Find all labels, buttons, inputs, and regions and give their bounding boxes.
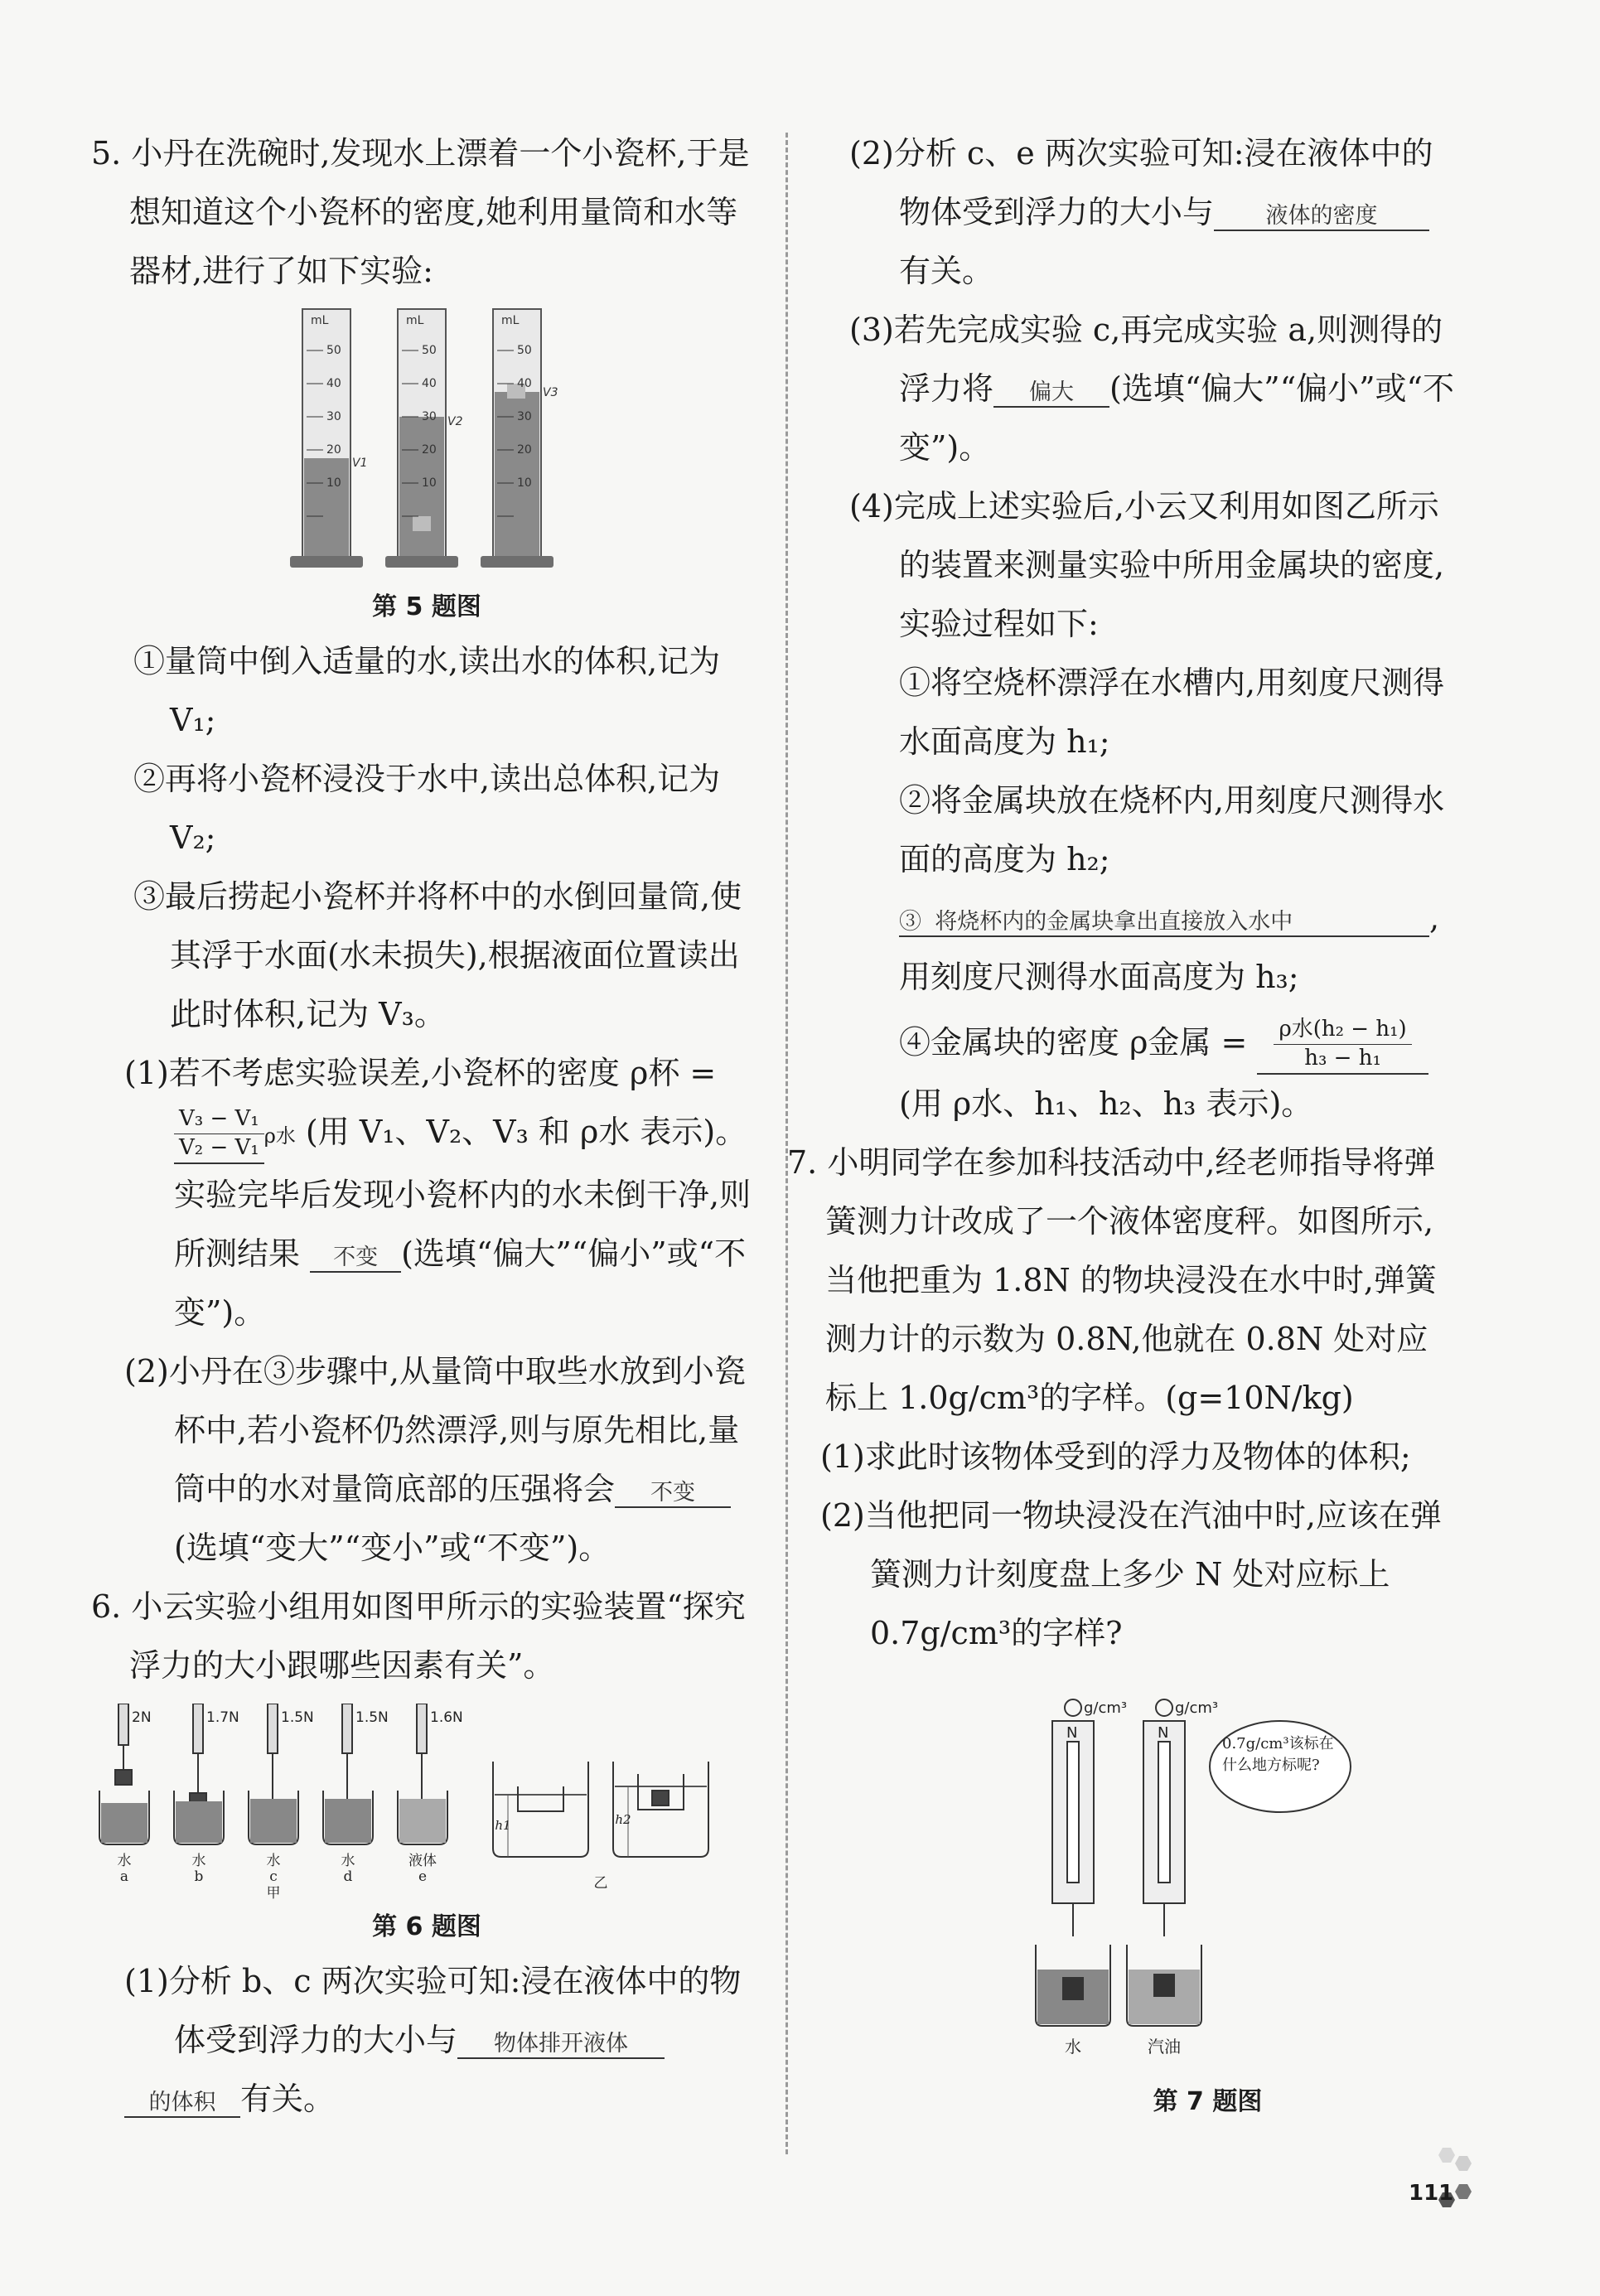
q5-step-3: ③最后捞起小瓷杯并将杯中的水倒回量筒,使其浮于水面(水未损失),根据液面位置读出此时体积,记为 V₃。 xyxy=(133,878,742,1032)
q6-part-4-step-1: ①将空烧杯漂浮在水槽内,用刻度尺测得水面高度为 h₁; xyxy=(899,665,1445,760)
q5-p1-answer-fraction xyxy=(174,1105,264,1164)
q6-p1-prefix: (1)分析 b、c 两次实验可知:浸在液体中的物体受到浮力的大小与 xyxy=(124,1963,742,2058)
q6-p4-s3-answer-text: 将烧杯内的金属块拿出直接放入水中 xyxy=(935,909,1293,935)
q5-p1-mid: (用 V₁、V₂、V₃ 和 ρ水 表示)。实验完毕后发现小瓷杯内的水未倒干净,则所测结果 xyxy=(174,1114,752,1272)
q6-part-4-step-3 xyxy=(816,889,1458,1007)
q6-intro: 6. 小云实验小组用如图甲所示的实验装置“探究浮力的大小跟哪些因素有关”。 xyxy=(91,1588,746,1684)
letter-d: d xyxy=(343,1868,353,1885)
fraction-numerator: ρ水(h₂ − h₁) xyxy=(1274,1016,1411,1045)
tick-label: 30 xyxy=(517,410,532,423)
tick-label: 30 xyxy=(422,410,437,423)
unit-label-1: mL xyxy=(311,314,329,327)
tick-label: 30 xyxy=(326,410,341,423)
q6-part-4-step-2: ②将金属块放在烧杯内,用刻度尺测得水面的高度为 h₂; xyxy=(899,782,1445,877)
scale-water xyxy=(1036,1699,1110,2026)
q7-part-1: (1)求此时该物体受到的浮力及物体的体积; xyxy=(820,1438,1411,1475)
q6-p2-suffix: 有关。 xyxy=(899,253,994,289)
page-number: 111 xyxy=(1409,2181,1454,2206)
liquid-b: 水 xyxy=(191,1853,206,1869)
tick-label: 20 xyxy=(517,443,532,457)
q6-p4-s3-answer xyxy=(899,909,1429,937)
n-label-2: N xyxy=(1158,1723,1169,1742)
q6-p4-s3-suffix: ,用刻度尺测得水面高度为 h₃; xyxy=(899,900,1440,995)
q5-step-2: ②再将小瓷杯浸没于水中,读出总体积,记为 V₂; xyxy=(133,761,721,856)
left-column xyxy=(91,124,762,2129)
letter-b: b xyxy=(194,1868,204,1885)
tick-label: 10 xyxy=(326,476,341,490)
q7-figure xyxy=(1023,1696,1355,2077)
setup-yi-2 xyxy=(613,1762,708,1857)
tick-label: 20 xyxy=(422,443,437,457)
setup-yi-1 xyxy=(493,1762,588,1857)
q7-part-2: (2)当他把同一物块浸没在汽油中时,应该在弹簧测力计刻度盘上多少 N 处对应标上 0.7g/cm³的字样? xyxy=(820,1496,1442,1651)
unit-label-3: mL xyxy=(501,314,520,327)
q5-figure-caption: 第 5 题图 xyxy=(372,592,481,621)
v3-label: V3 xyxy=(543,386,558,399)
q6-part-4-intro: (4)完成上述实验后,小云又利用如图乙所示的装置来测量实验中所用金属块的密度,实验过程如下: xyxy=(849,488,1445,642)
q6-p1-answer-b: 的体积 xyxy=(124,2090,240,2118)
q5-p1-answer-2: 不变 xyxy=(310,1245,401,1273)
scale-gasoline xyxy=(1127,1699,1201,2026)
q6-p4-s4-suffix: (用 ρ水、h₁、h₂、h₃ 表示)。 xyxy=(899,1085,1313,1122)
label-h2: h2 xyxy=(615,1812,631,1827)
q6-part-1 xyxy=(91,1952,762,2129)
v2-label: V2 xyxy=(447,415,463,428)
unit-label-2: g/cm³ xyxy=(1175,1699,1219,1717)
q6-part-3 xyxy=(816,301,1458,477)
tick-label: 10 xyxy=(422,476,437,490)
q6-p2-answer: 液体的密度 xyxy=(1214,203,1429,231)
right-column xyxy=(787,124,1458,2127)
liquid-e: 液体 xyxy=(408,1853,437,1869)
unit-label-2: mL xyxy=(406,314,424,327)
q5-intro: 5. 小丹在洗碗时,发现水上漂着一个小瓷杯,于是想知道这个小瓷杯的密度,她利用量筒和水等器材,进行了如下实验: xyxy=(91,135,750,289)
letter-e: e xyxy=(418,1868,428,1885)
q6-p1-answer-a: 物体排开液体 xyxy=(457,2031,665,2059)
tick-label: 10 xyxy=(517,476,532,490)
q6-part-4-step-4 xyxy=(816,1013,1458,1075)
liquid-water: 水 xyxy=(1065,2036,1081,2057)
reading-e: 1.6N xyxy=(430,1709,463,1726)
q6-p3-answer: 偏大 xyxy=(993,379,1109,408)
label-jia: 甲 xyxy=(266,1885,281,1902)
letter-c: c xyxy=(269,1868,278,1885)
q5-p2-suffix: (选填“变大”“变小”或“不变”)。 xyxy=(174,1530,611,1566)
label-h1: h1 xyxy=(495,1818,511,1833)
q6-p4-s4-prefix: ④金属块的密度 ρ金属 = xyxy=(899,1024,1248,1061)
reading-a: 2N xyxy=(132,1709,152,1726)
q6-p2-prefix: (2)分析 c、e 两次实验可知:浸在液体中的物体受到浮力的大小与 xyxy=(849,135,1433,230)
q6-p4-s3-label: ③ xyxy=(899,909,921,935)
q5-p1-suffix: (选填“偏大”“偏小”或“不变”)。 xyxy=(174,1235,747,1331)
q5-step-1: ①量筒中倒入适量的水,读出水的体积,记为 V₁; xyxy=(133,643,721,738)
q5-p2-answer: 不变 xyxy=(615,1480,731,1508)
tick-label: 50 xyxy=(326,344,341,357)
bubble-text: 0.7g/cm³该标在什么地方标呢? xyxy=(1222,1734,1334,1774)
letter-a: a xyxy=(119,1868,129,1885)
fraction-denominator: V₂ − V₁ xyxy=(179,1135,259,1160)
liquid-gasoline: 汽油 xyxy=(1148,2036,1181,2057)
fraction-denominator: h₃ − h₁ xyxy=(1304,1046,1381,1071)
q7-figure-caption: 第 7 题图 xyxy=(1153,2086,1263,2116)
unit-label-1: g/cm³ xyxy=(1084,1699,1128,1717)
tick-label: 20 xyxy=(326,443,341,457)
label-yi: 乙 xyxy=(593,1875,608,1892)
q5-figure xyxy=(290,301,563,582)
tick-label: 50 xyxy=(422,344,437,357)
q6-figure xyxy=(95,1704,758,1902)
q5-part-2 xyxy=(91,1342,762,1578)
q6-p3-suffix: (选填“偏大”“偏小”或“不变”)。 xyxy=(899,370,1454,466)
liquid-d: 水 xyxy=(341,1853,355,1869)
reading-d: 1.5N xyxy=(355,1709,389,1726)
q7-intro: 7. 小明同学在参加科技活动中,经老师指导将弹簧测力计改成了一个液体密度秤。如图所示,当他把重为 1.8N 的物块浸没在水中时,弹簧测力计的示数为 0.8N,他就在 0.8N 处对应标上 1.0g/cm³的字样。(g=10N/kg) xyxy=(787,1143,1437,1416)
q5-p2-prefix: (2)小丹在③步骤中,从量筒中取些水放到小瓷杯中,若小瓷杯仍然漂浮,则与原先相比,量筒中的水对量筒底部的压强将会 xyxy=(124,1353,746,1507)
q6-p1-suffix: 有关。 xyxy=(240,2081,336,2117)
q6-p3-prefix: (3)若先完成实验 c,再完成实验 a,则测得的浮力将 xyxy=(849,312,1443,407)
tick-label: 40 xyxy=(517,377,532,390)
liquid-a: 水 xyxy=(117,1853,132,1869)
tick-label: 50 xyxy=(517,344,532,357)
liquid-c: 水 xyxy=(266,1853,281,1869)
v1-label: V1 xyxy=(352,457,368,470)
q5-part-1 xyxy=(91,1044,762,1342)
q5-p1-answer-rho: ρ水 xyxy=(263,1124,296,1148)
q6-p4-s4-fraction xyxy=(1257,1016,1428,1075)
n-label-1: N xyxy=(1066,1723,1078,1742)
fraction-numerator: V₃ − V₁ xyxy=(174,1105,264,1134)
q6-figure-caption: 第 6 题图 xyxy=(372,1912,481,1941)
q5-p1-prefix: (1)若不考虑实验误差,小瓷杯的密度 ρ杯 = xyxy=(124,1055,717,1091)
q6-part-2 xyxy=(816,124,1458,301)
tick-label: 40 xyxy=(422,377,437,390)
reading-b: 1.7N xyxy=(206,1709,239,1726)
tick-label: 40 xyxy=(326,377,341,390)
reading-c: 1.5N xyxy=(281,1709,314,1726)
